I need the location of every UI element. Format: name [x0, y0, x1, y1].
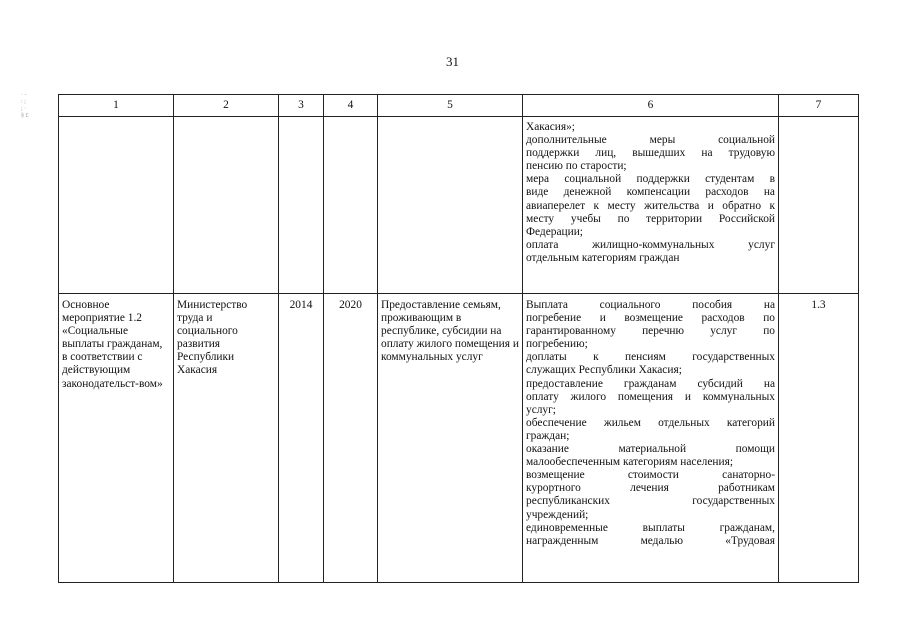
- measures-line: оплату жилого помещения и коммунальных: [526, 390, 775, 403]
- measures-line: гарантированному перечню услуг по: [526, 325, 775, 338]
- empty-cell: [378, 117, 523, 294]
- measures-line: виде денежной компенсации расходов на: [526, 186, 775, 199]
- measures-line: граждан;: [526, 429, 570, 442]
- column-header: 7: [779, 95, 859, 117]
- indicator-ref-cell: 1.3: [779, 294, 859, 583]
- measures-cell: [523, 117, 779, 294]
- empty-cell: [779, 117, 859, 294]
- table-row-continuation: [59, 117, 859, 294]
- page-number: 31: [446, 54, 459, 69]
- start-year-cell: 2014: [279, 294, 324, 583]
- measures-line: месту учебы по территории Российской: [526, 212, 775, 225]
- empty-cell: [59, 117, 174, 294]
- program-table: [58, 94, 859, 583]
- column-header: 1: [59, 95, 174, 117]
- column-header: 6: [523, 95, 779, 117]
- measures-line: дополнительные меры социальной: [526, 134, 775, 147]
- activity-name-cell: Основное мероприятие 1.2 «Социальные выплаты гражданам, в соответствии с действующим законодательст-вом»: [59, 294, 174, 583]
- measures-line: служащих Республики Хакасия;: [526, 364, 682, 377]
- measures-line: республиканских государственных: [526, 495, 775, 508]
- measures-line: доплаты к пенсиям государственных: [526, 351, 775, 364]
- measures-line: малообеспеченным категориям населения;: [526, 456, 734, 469]
- column-header: 2: [174, 95, 279, 117]
- measures-line: учреждений;: [526, 508, 589, 521]
- measures-line: Хакасия»;: [526, 121, 575, 133]
- measures-line: мера социальной поддержки студентам в: [526, 173, 775, 186]
- measures-cell: [523, 294, 779, 583]
- scan-artifact-marks: [21, 92, 31, 120]
- column-header: 4: [324, 95, 378, 117]
- measures-line: погребение и возмещение расходов по: [526, 312, 775, 325]
- column-header: 3: [279, 95, 324, 117]
- expected-result-cell: Предоставление семьям, проживающим в республике, субсидии на оплату жилого помещения и коммунальных услуг: [378, 294, 523, 583]
- measures-line: авиаперелет к месту жительства и обратно к: [526, 199, 775, 212]
- measures-line: награжденным медалью «Трудовая: [526, 534, 775, 547]
- measures-line: единовременные выплаты гражданам,: [526, 521, 775, 534]
- scan-mark: ; ·: [21, 106, 27, 112]
- measures-line: оказание материальной помощи: [526, 443, 775, 456]
- scan-mark: · -: [21, 92, 27, 98]
- measures-line: оплата жилищно-коммунальных услуг: [526, 238, 775, 251]
- scan-mark: § £: [21, 113, 29, 119]
- measures-line: обеспечение жильем отдельных категорий: [526, 416, 775, 429]
- empty-cell: [279, 117, 324, 294]
- column-header: 5: [378, 95, 523, 117]
- measures-line: возмещение стоимости санаторно-: [526, 469, 775, 482]
- header-row: [59, 95, 859, 117]
- measures-line: поддержки лиц, вышедших на трудовую: [526, 147, 775, 160]
- measures-line: пенсию по старости;: [526, 160, 627, 173]
- measures-line: предоставление гражданам субсидий на: [526, 377, 775, 390]
- empty-cell: [174, 117, 279, 294]
- measures-line: погребению;: [526, 338, 588, 351]
- measures-line: отдельным категориям граждан: [526, 251, 680, 264]
- end-year-cell: 2020: [324, 294, 378, 583]
- table-row-main-activity: [59, 294, 859, 583]
- measures-line: Выплата социального пособия на: [526, 299, 775, 311]
- responsible-executor-cell: Министерство труда и социального развития Республики Хакасия: [174, 294, 279, 583]
- measures-line: Федерации;: [526, 225, 583, 238]
- measures-line: услуг;: [526, 403, 556, 416]
- measures-line: курортного лечения работникам: [526, 482, 775, 495]
- empty-cell: [324, 117, 378, 294]
- scan-mark: : ;: [21, 99, 26, 105]
